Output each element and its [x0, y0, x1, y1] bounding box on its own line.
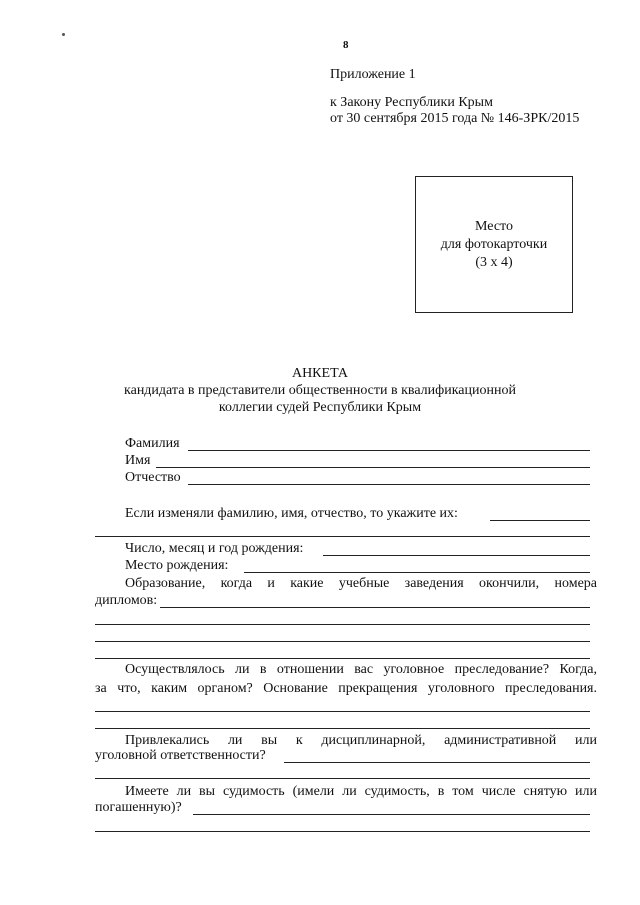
criminal-prosecution-label: Осуществлялось ли в отношении вас уголовное преследование? Когда,	[125, 662, 597, 677]
education-label-cont: дипломов:	[95, 593, 158, 608]
patronymic-label: Отчество	[125, 470, 181, 485]
education-field-line-4[interactable]	[95, 658, 590, 659]
photo-placeholder-box	[415, 176, 573, 313]
appendix-date: от 30 сентября 2015 года № 146-ЗРК/2015	[330, 111, 580, 126]
form-subtitle-2: коллегии судей Республики Крым	[218, 400, 422, 415]
criminal-prosecution-field[interactable]	[95, 711, 590, 712]
name-change-field[interactable]	[490, 520, 590, 521]
conviction-field-line-2[interactable]	[95, 831, 590, 832]
photo-box-line-1: Место	[475, 218, 513, 234]
conviction-label-cont: погашенную)?	[95, 800, 182, 815]
form-subtitle-1: кандидата в представители общественности в квалификационной	[124, 383, 516, 398]
education-label: Образование, когда и какие учебные заведения окончили, номера	[125, 576, 597, 591]
education-field-line-3[interactable]	[95, 641, 590, 642]
criminal-prosecution-label-cont: за что, каким органом? Основание прекращения уголовного преследования.	[95, 681, 597, 696]
first-name-label: Имя	[125, 453, 151, 468]
appendix-law: к Закону Республики Крым	[330, 95, 493, 110]
appendix-label: Приложение 1	[330, 67, 416, 82]
liability-label-cont: уголовной ответственности?	[95, 748, 266, 763]
birth-date-field[interactable]	[323, 555, 590, 556]
criminal-prosecution-field-line-2[interactable]	[95, 728, 590, 729]
liability-field-line-2[interactable]	[95, 778, 590, 779]
last-name-field[interactable]	[188, 450, 590, 451]
education-field[interactable]	[160, 607, 590, 608]
conviction-field[interactable]	[193, 814, 590, 815]
birth-place-field[interactable]	[244, 572, 590, 573]
name-change-label: Если изменяли фамилию, имя, отчество, то укажите их:	[125, 506, 458, 521]
form-title: АНКЕТА	[291, 366, 349, 381]
liability-field[interactable]	[284, 762, 590, 763]
conviction-label: Имеете ли вы судимость (имели ли судимость, в том числе снятую или	[125, 784, 597, 799]
photo-box-line-2: для фотокарточки	[440, 236, 548, 252]
scan-speck	[62, 33, 65, 36]
birth-place-label: Место рождения:	[125, 558, 229, 573]
photo-box-line-3: (3 х 4)	[475, 254, 513, 270]
liability-label: Привлекались ли вы к дисциплинарной, административной или	[125, 733, 597, 748]
first-name-field[interactable]	[156, 467, 590, 468]
birth-date-label: Число, месяц и год рождения:	[125, 541, 304, 556]
education-field-line-2[interactable]	[95, 624, 590, 625]
last-name-label: Фамилия	[125, 436, 180, 451]
page-number: 8	[343, 39, 349, 51]
name-change-field-line-2[interactable]	[95, 536, 590, 537]
patronymic-field[interactable]	[188, 484, 590, 485]
